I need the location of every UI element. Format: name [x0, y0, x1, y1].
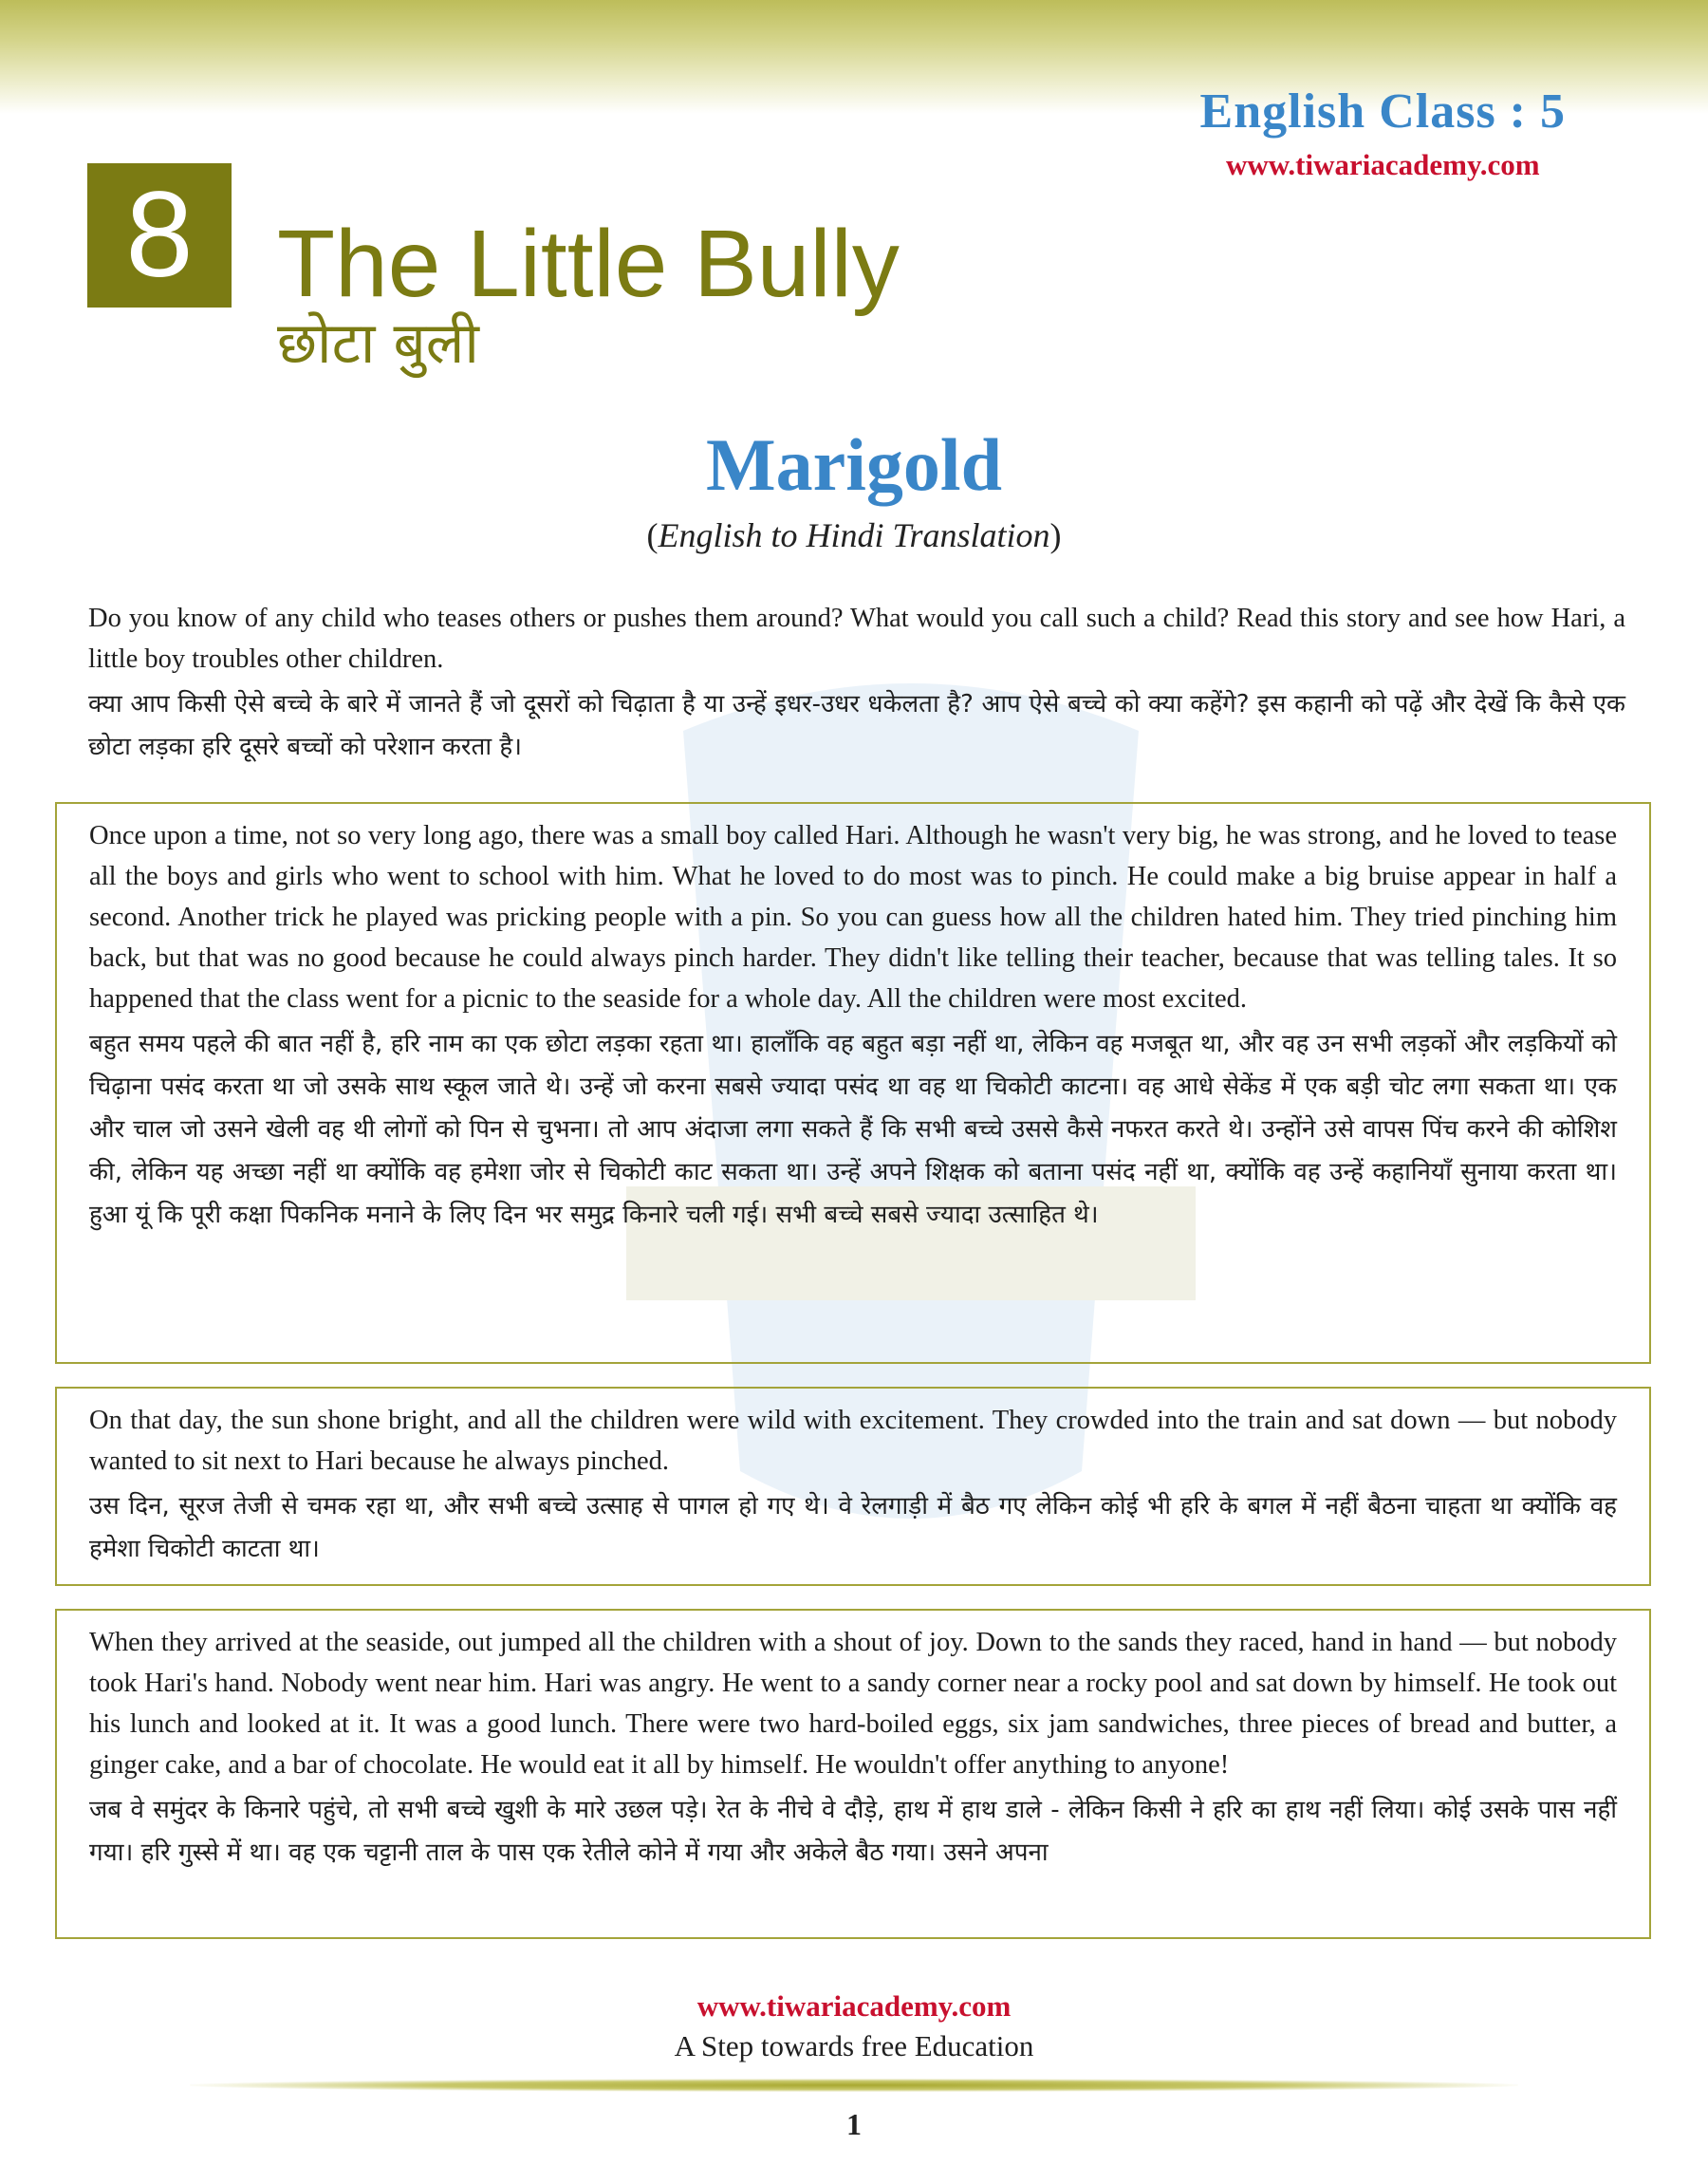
footer-tagline: A Step towards free Education — [674, 2029, 1034, 2062]
passage-3-hindi: जब वे समुंदर के किनारे पहुंचे, तो सभी बच्चे खुशी के मारे उछल पड़े। रेत के नीचे वे दौड़े, हाथ में हाथ डाले - लेकिन किसी ने हरि का हाथ नहीं लिया। कोई उसके पास नहीं गया। हरि गुस्से में था। वह एक चट्टानी ताल के पास एक रेतीले कोने में गया और अकेले बैठ गया। उसने अपना — [89, 1796, 1617, 1867]
chapter-title-hindi: छोटा बुली — [277, 310, 479, 377]
subtitle-paren-open: ( — [646, 516, 659, 554]
header-class-title: English Class : 5 — [1199, 84, 1566, 139]
intro-section — [88, 598, 1625, 769]
passage-box-2 — [55, 1387, 1651, 1586]
chapter-title: The Little Bully — [277, 211, 900, 317]
footer-divider — [190, 2079, 1518, 2092]
chapter-number-badge: 8 — [87, 163, 232, 308]
subtitle-text: English to Hindi Translation — [658, 516, 1050, 554]
passage-box-3 — [55, 1609, 1651, 1939]
passage-box-1 — [55, 802, 1651, 1364]
passage-3-english: When they arrived at the seaside, out jumped all the children with a shout of joy. Down to the sands they raced, hand in hand — but nobody took Hari's hand. Nobody went near him. Hari was angry. He went to a sandy corner near a rocky pool and sat down by himself. He took out his lunch and looked at it. It was a good lunch. There were two hard-boiled eggs, six jam sandwiches, three pieces of bread and butter, a ginger cake, and a bar of chocolate. He would eat it all by himself. He wouldn't offer anything to anyone! — [89, 1628, 1617, 1780]
passage-1-english: Once upon a time, not so very long ago, there was a small boy called Hari. Although he wasn't very big, he was strong, and he loved to tease all the boys and girls who went to school with him. What he loved to do most was to pinch. He could make a big bruise appear in half a second. Another trick he played was pricking people with a pin. So you can guess how all the children hated him. They tried pinching him back, but that was no good because he could always pinch harder. They didn't like telling their teacher, because that was telling tales. It so happened that the class went for a picnic to the seaside for a whole day. All the children were most excited. — [89, 821, 1617, 1014]
intro-hindi: क्या आप किसी ऐसे बच्चे के बारे में जानते हैं जो दूसरों को चिढ़ाता है या उन्हें इधर-उधर धकेलता है? आप ऐसे बच्चे को क्या कहेंगे? इस कहानी को पढ़ें और देखें कि कैसे एक छोटा लड़का हरि दूसरे बच्चों को परेशान करता है। — [88, 690, 1625, 761]
intro-english: Do you know of any child who teases others or pushes them around? What would you call such a child? Read this story and see how Hari, a little boy troubles other children. — [88, 604, 1625, 674]
page-number: 1 — [846, 2107, 862, 2141]
header-brand — [1200, 84, 1566, 182]
subtitle-paren-close: ) — [1049, 516, 1062, 554]
header-website-link[interactable]: www.tiwariacademy.com — [1225, 148, 1540, 181]
passage-1-hindi: बहुत समय पहले की बात नहीं है, हरि नाम का एक छोटा लड़का रहता था। हालाँकि वह बहुत बड़ा नहीं था, लेकिन वह मजबूत था, और वह उन सभी लड़कों और लड़कियों को चिढ़ाना पसंद करता था जो उसके साथ स्कूल जाते थे। उन्हें जो करना सबसे ज्यादा पसंद था वह था चिकोटी काटना। वह आधे सेकेंड में एक बड़ी चोट लगा सकता था। एक और चाल जो उसने खेली वह थी लोगों को पिन से चुभना। तो आप अंदाजा लगा सकते हैं कि सभी बच्चे उससे कैसे नफरत करते थे। उन्होंने उसे वापस पिंच करने की कोशिश की, लेकिन यह अच्छा नहीं था क्योंकि वह हमेशा जोर से चिकोटी काट सकता था। उन्हें अपने शिक्षक को बताना पसंद नहीं था, क्योंकि वह उन्हें कहानियाँ सुनाया करता था। हुआ यूं कि पूरी कक्षा पिकनिक मनाने के लिए दिन भर समुद्र किनारे चली गई। सभी बच्चे सबसे ज्यादा उत्साहित थे। — [89, 1030, 1617, 1229]
passage-2-hindi: उस दिन, सूरज तेजी से चमक रहा था, और सभी बच्चे उत्साह से पागल हो गए थे। वे रेलगाड़ी में बैठ गए लेकिन कोई भी हरि के बगल में नहीं बैठना चाहता था क्योंकि वह हमेशा चिकोटी काटता था। — [89, 1492, 1617, 1563]
book-title: Marigold — [706, 423, 1002, 506]
passage-2-english: On that day, the sun shone bright, and all the children were wild with excitement. They crowded into the train and sat down — but nobody wanted to sit next to Hari because he always pinched. — [89, 1406, 1617, 1476]
subtitle — [0, 515, 1708, 555]
footer-website-link[interactable]: www.tiwariacademy.com — [696, 1989, 1012, 2023]
